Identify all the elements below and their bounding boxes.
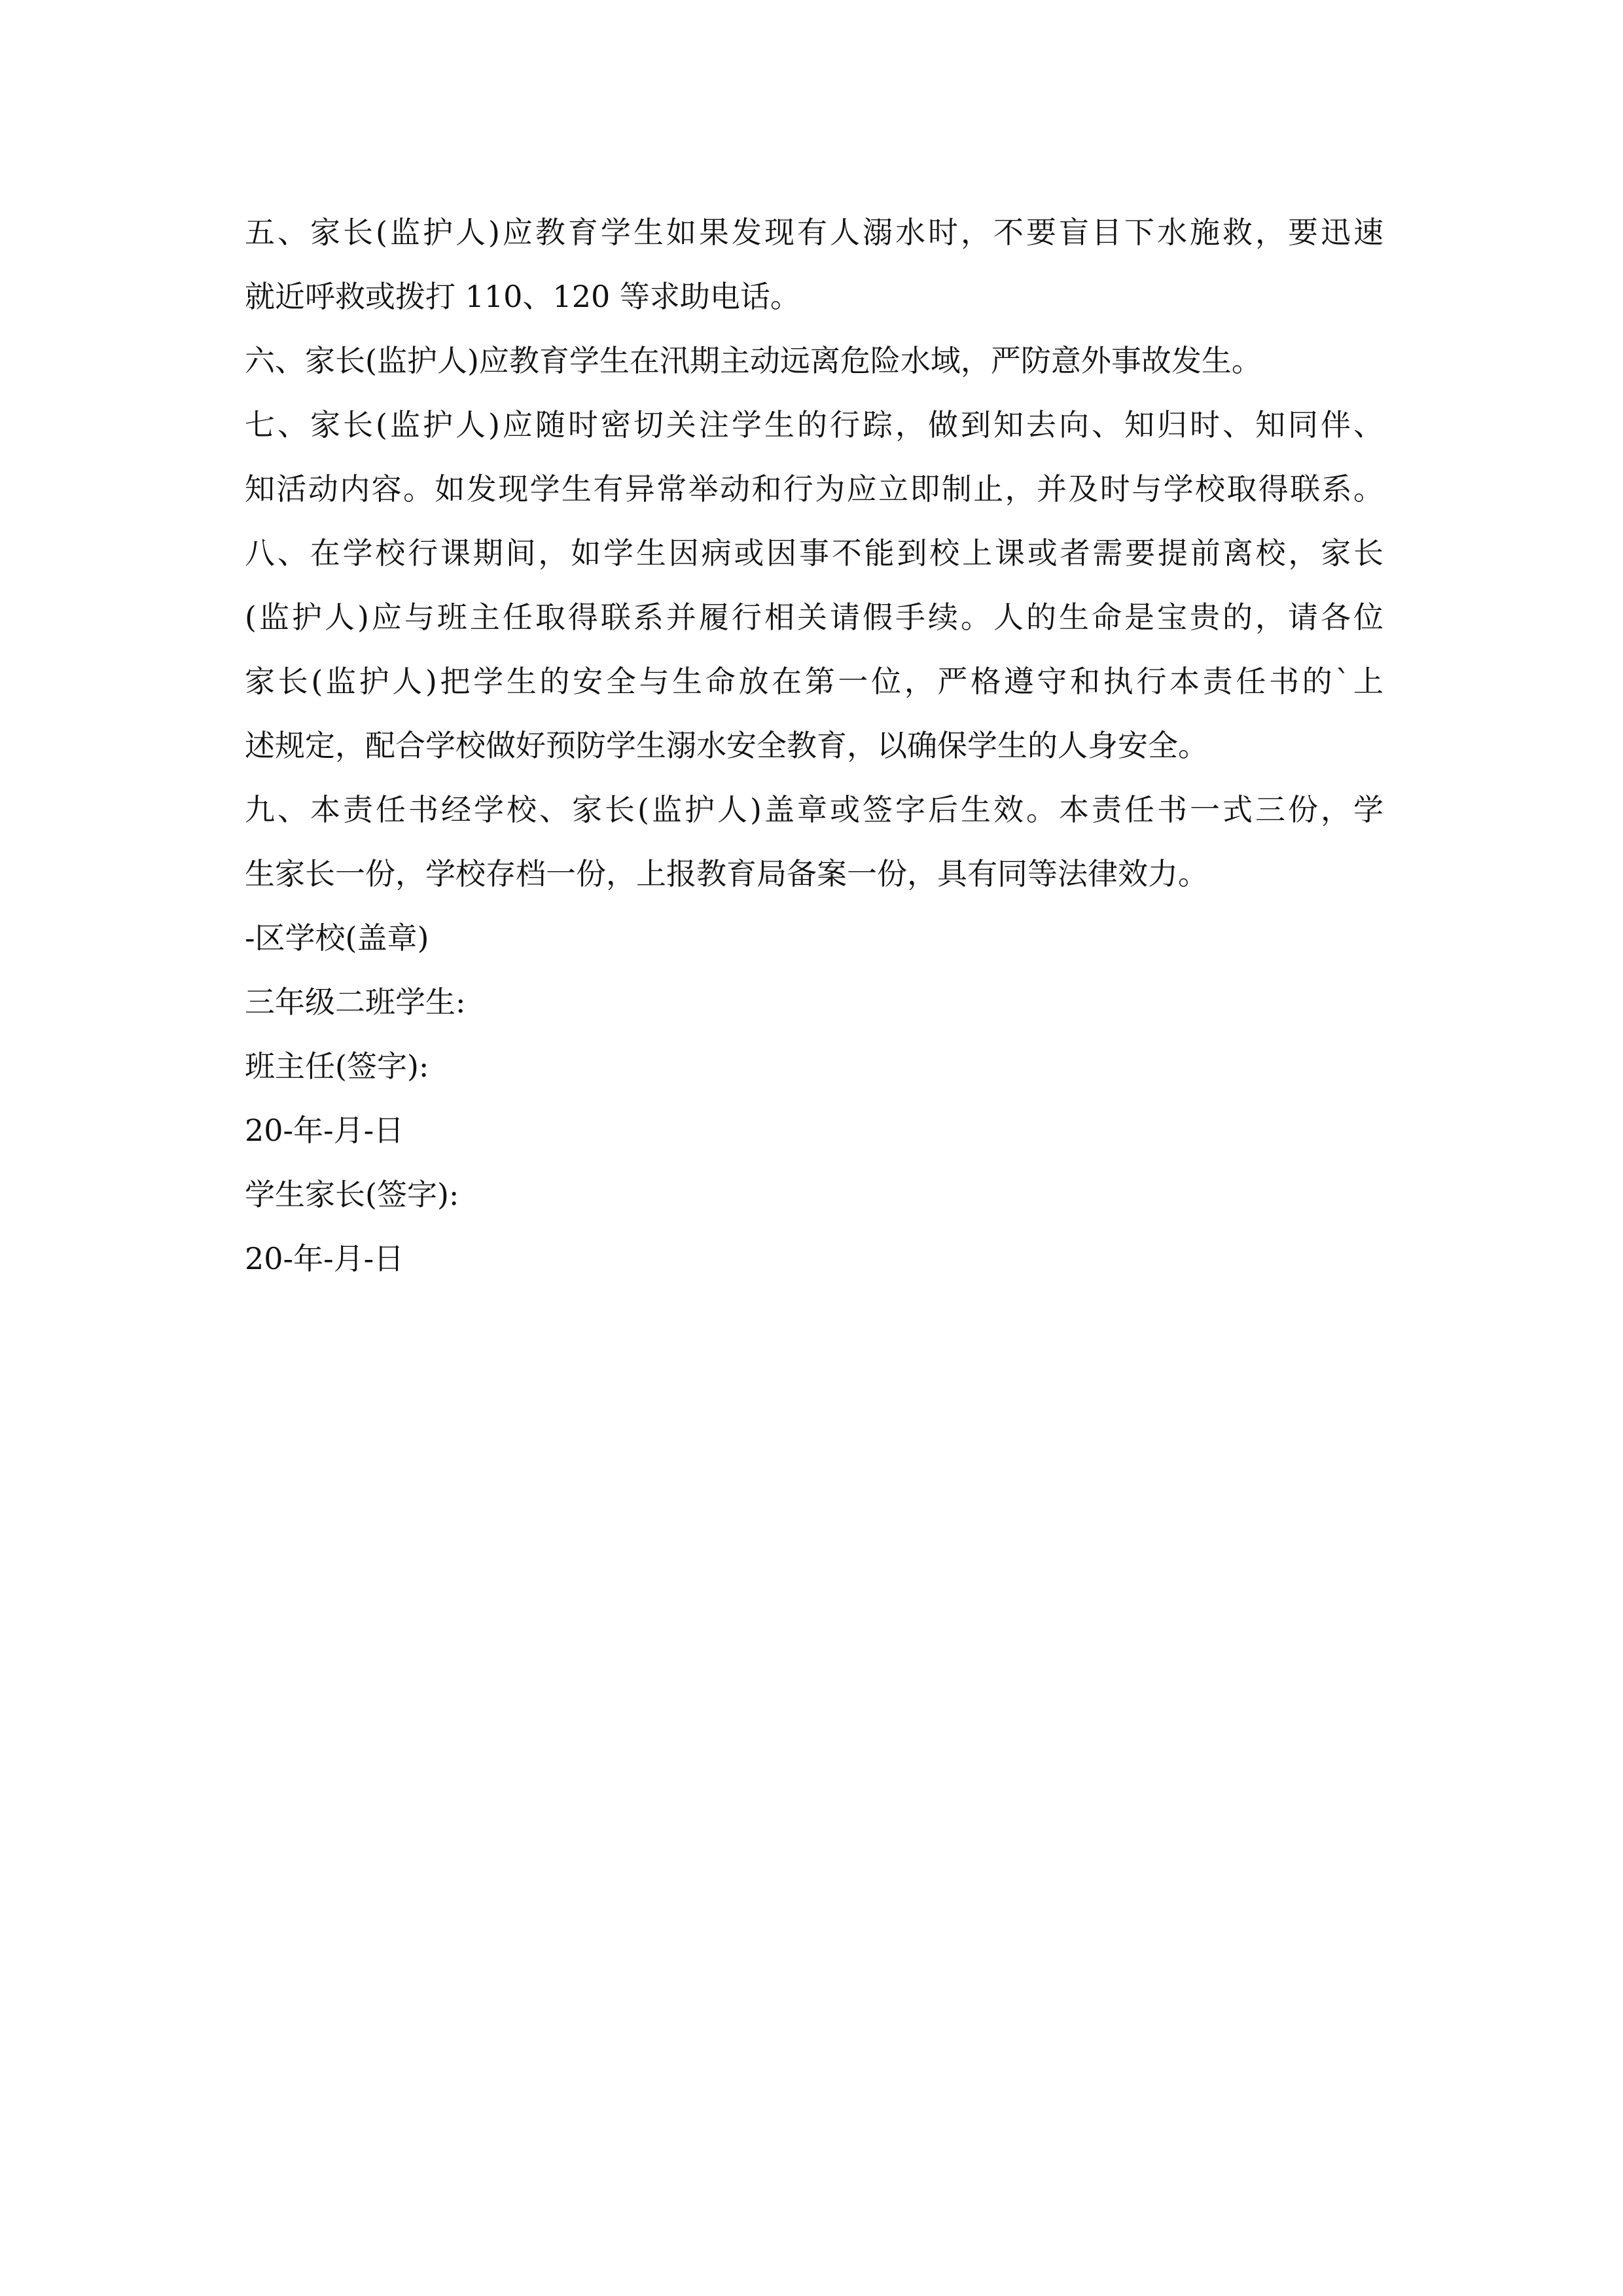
clause-5-line-2: 就近呼救或拨打 110、120 等求助电话。 — [245, 279, 800, 314]
clause-6-line-1: 六、家长(监护人)应教育学生在汛期主动远离危险水域，严防意外事故发生。 — [245, 343, 1262, 378]
teacher-date-line: 20-年-月-日 — [245, 1113, 404, 1148]
parent-signature-line: 学生家长(签字): — [245, 1177, 459, 1212]
document-body — [245, 200, 1383, 1291]
clause-8-line-2: (监护人)应与班主任取得联系并履行相关请假手续。人的生命是宝贵的，请各位 — [245, 600, 1383, 635]
clause-7-line-2: 知活动内容。如发现学生有异常举动和行为应立即制止，并及时与学校取得联系。 — [245, 471, 1383, 507]
clause-9-line-2: 生家长一份，学校存档一份，上报教育局备案一份，具有同等法律效力。 — [245, 856, 1208, 891]
clause-8-line-4: 述规定，配合学校做好预防学生溺水安全教育，以确保学生的人身安全。 — [245, 728, 1208, 763]
clause-7-line-1: 七、家长(监护人)应随时密切关注学生的行踪，做到知去向、知归时、知同伴、 — [245, 407, 1383, 442]
clause-8-line-1: 八、在学校行课期间，如学生因病或因事不能到校上课或者需要提前离校，家长 — [245, 535, 1383, 571]
student-class-line: 三年级二班学生: — [245, 984, 466, 1020]
head-teacher-signature-line: 班主任(签字): — [245, 1049, 429, 1084]
clause-5-line-1: 五、家长(监护人)应教育学生如果发现有人溺水时，不要盲目下水施救，要迅速 — [245, 215, 1383, 250]
clause-9-line-1: 九、本责任书经学校、家长(监护人)盖章或签字后生效。本责任书一式三份，学 — [245, 792, 1383, 827]
parent-date-line: 20-年-月-日 — [245, 1241, 404, 1276]
clause-8-line-3: 家长(监护人)把学生的安全与生命放在第一位，严格遵守和执行本责任书的`上 — [245, 664, 1383, 699]
school-seal-line: -区学校(盖章) — [245, 920, 429, 956]
